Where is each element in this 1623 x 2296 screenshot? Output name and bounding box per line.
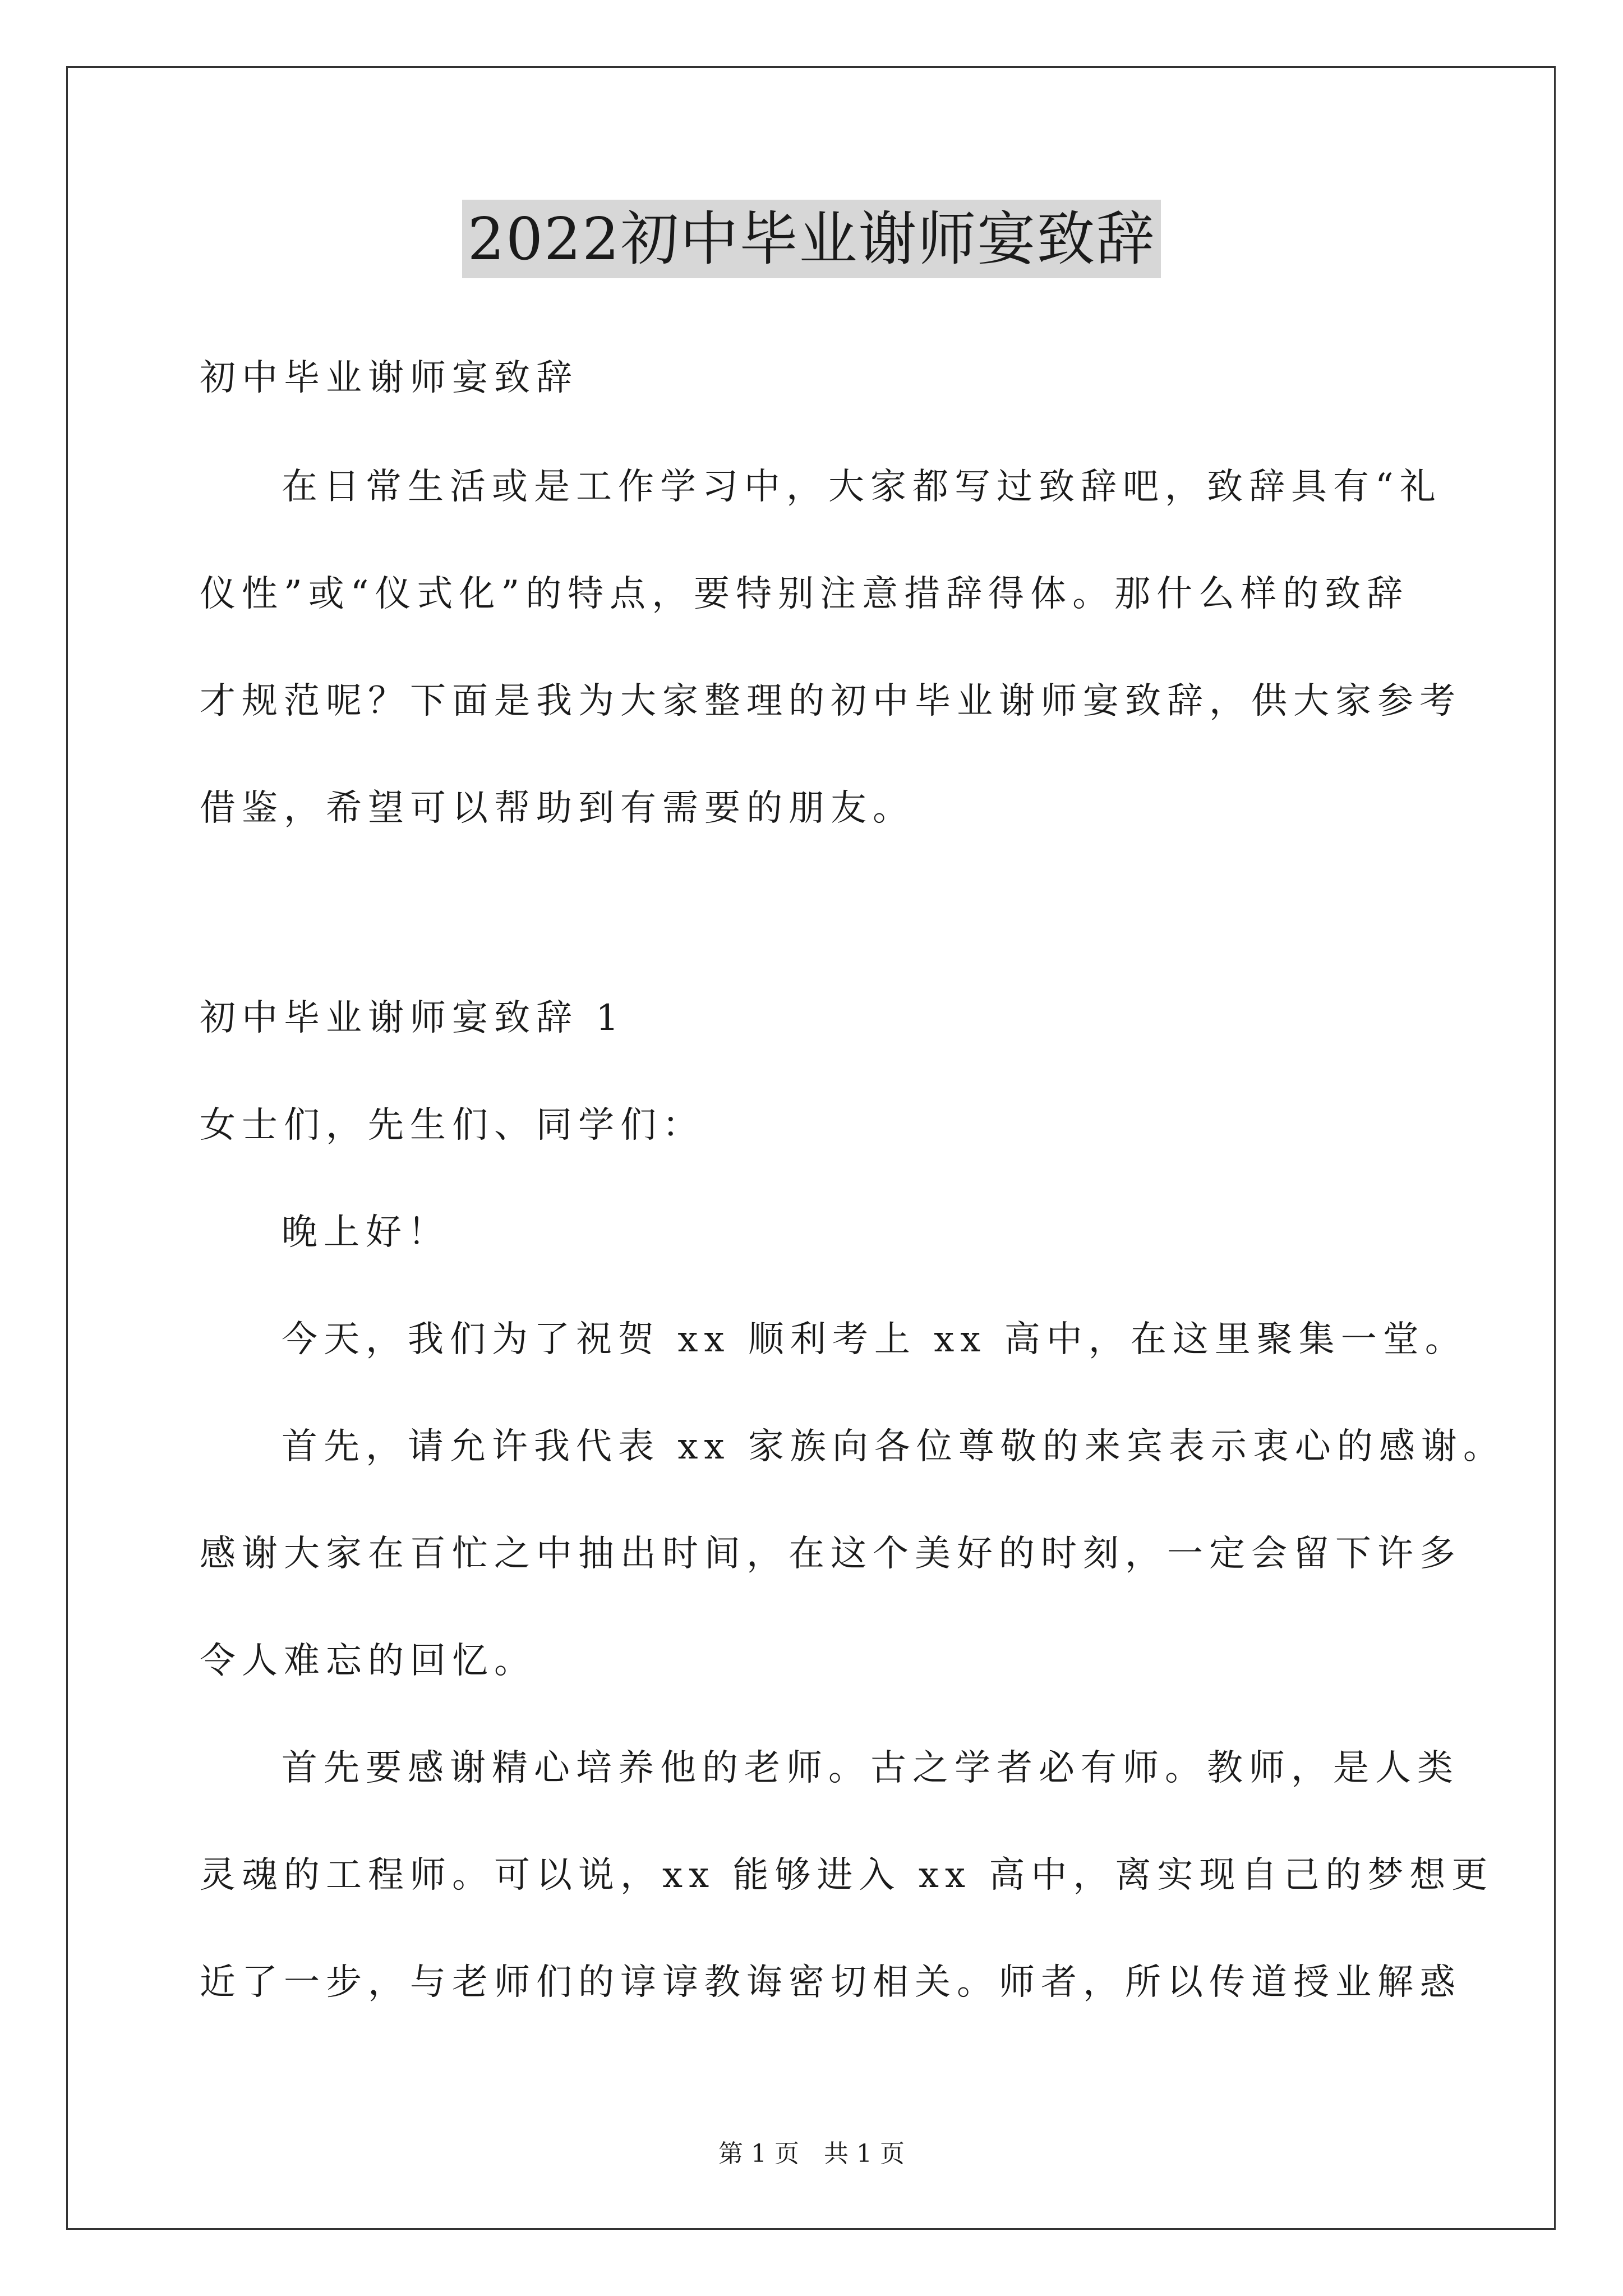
- title-container: [0, 200, 1623, 278]
- paragraph-line: 首先，请允许我代表 xx 家族向各位尊敬的来宾表示衷心的感谢。: [282, 1426, 1505, 1467]
- paragraph-line: 首先要感谢精心培养他的老师。古之学者必有师。教师，是人类: [282, 1747, 1459, 1789]
- section-heading: 初中毕业谢师宴致辞 1: [200, 997, 625, 1039]
- subtitle-line: 初中毕业谢师宴致辞: [200, 357, 578, 399]
- paragraph-line: 今天，我们为了祝贺 xx 顺利考上 xx 高中，在这里聚集一堂。: [282, 1319, 1467, 1360]
- document-title: 2022初中毕业谢师宴致辞: [462, 200, 1161, 278]
- paragraph-line: 借鉴，希望可以帮助到有需要的朋友。: [200, 788, 915, 829]
- paragraph-line: 才规范呢？下面是我为大家整理的初中毕业谢师宴致辞，供大家参考: [200, 680, 1461, 722]
- greeting-line: 晚上好！: [282, 1212, 450, 1253]
- paragraph-line: 令人难忘的回忆。: [200, 1640, 536, 1682]
- paragraph-line: 感谢大家在百忙之中抽出时间，在这个美好的时刻，一定会留下许多: [200, 1533, 1461, 1575]
- salutation-line: 女士们，先生们、同学们：: [200, 1105, 704, 1146]
- paragraph-line: 近了一步，与老师们的谆谆教诲密切相关。师者，所以传道授业解惑: [200, 1962, 1461, 2003]
- page-footer: 第 1 页 共 1 页: [718, 2139, 905, 2168]
- paragraph-line: 仪性”或“仪式化”的特点，要特别注意措辞得体。那什么样的致辞: [200, 573, 1409, 615]
- paragraph-line: 在日常生活或是工作学习中，大家都写过致辞吧，致辞具有“礼: [282, 466, 1442, 508]
- paragraph-line: 灵魂的工程师。可以说，xx 能够进入 xx 高中，离实现自己的梦想更: [200, 1855, 1494, 1896]
